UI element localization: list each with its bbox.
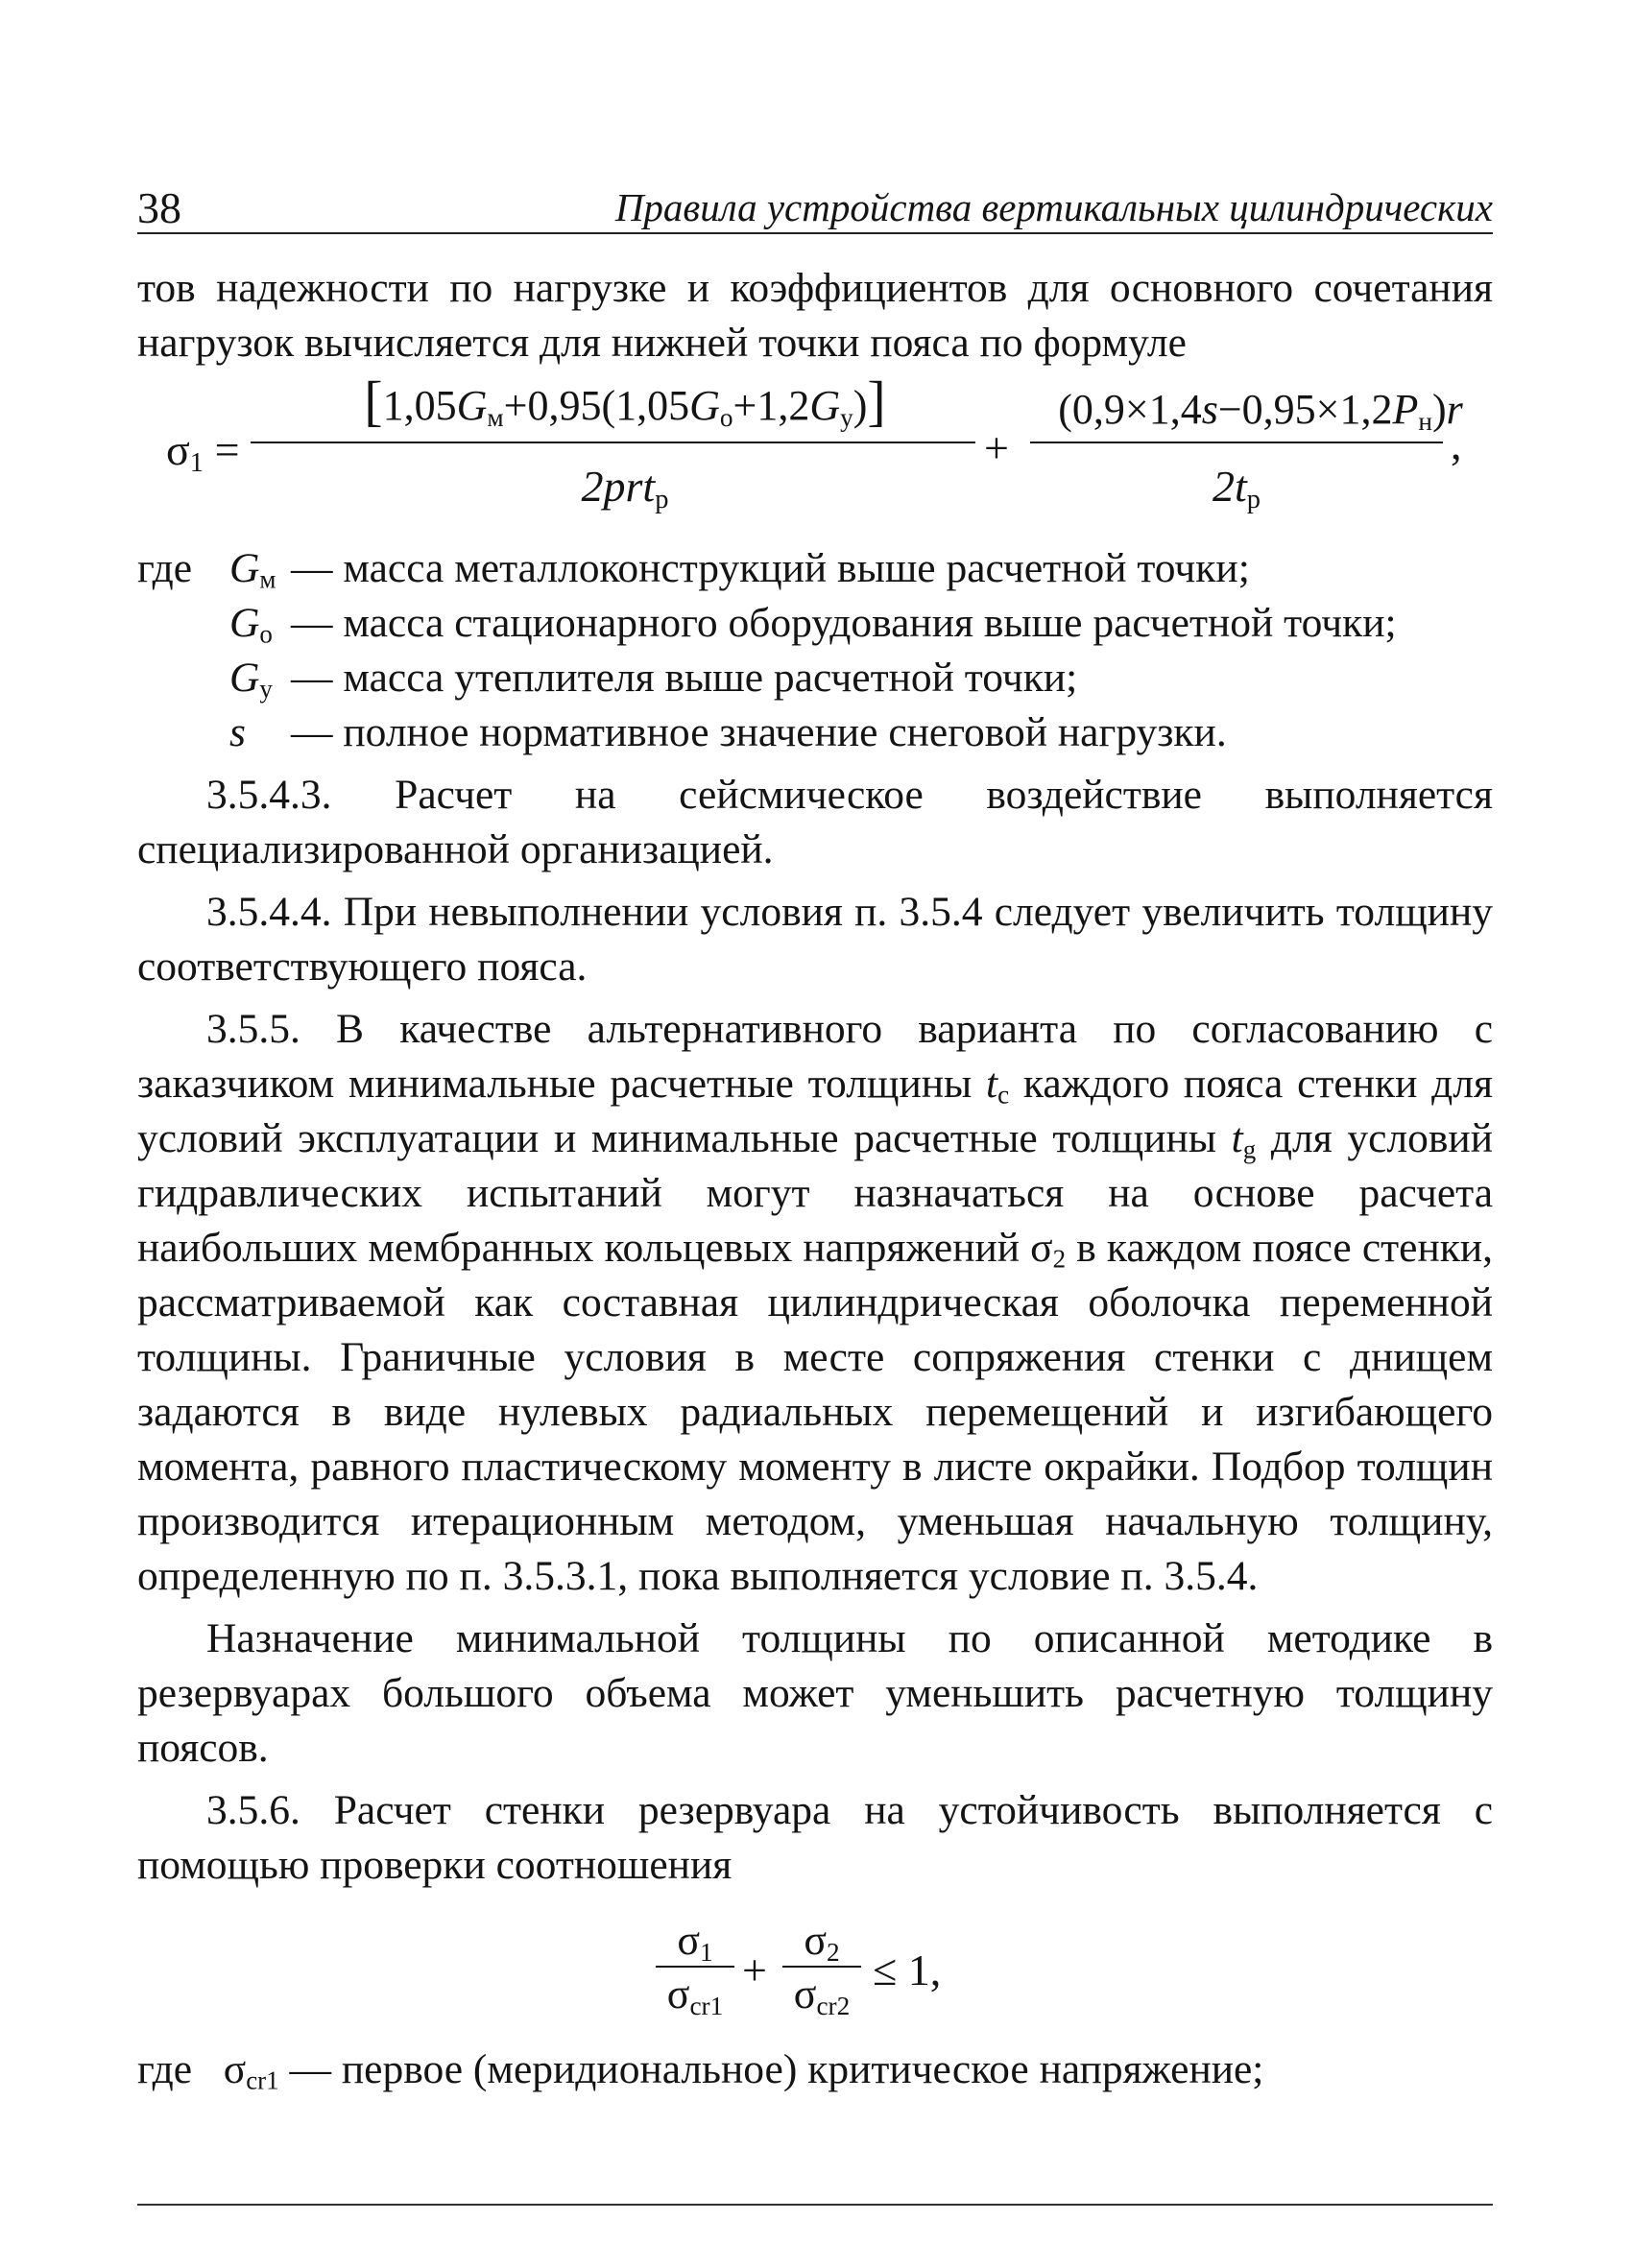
formula-plus: + (984, 423, 1009, 472)
fraction-bar-1 (251, 442, 975, 443)
page (137, 182, 1493, 2236)
paragraph-3-5-4-3: 3.5.4.3. Расчет на сейсмическое воздействие выполняется специализированной организацией. (137, 772, 1493, 872)
definition-text: — масса утеплителя выше расчетной точки; (291, 655, 1078, 701)
definition-sigma-cr1: где $\sigma_{cr1}$ — первое (меридиональное) критическое напряжение; (137, 2046, 1264, 2095)
definition-lead: где (137, 545, 193, 591)
definition-row (137, 651, 1493, 705)
definition-row (137, 596, 1493, 651)
symbol-definitions (137, 541, 1493, 760)
formula-numerator-1: $[1,05G_м+0,95(1,05G_о+1,2G_у)]$ (364, 370, 886, 432)
paragraph-naznachenie: Назначение минимальной толщины по описанной методике в резервуарах большого объема может уменьшить расчетную толщину поясов. (137, 1615, 1493, 1771)
paragraph-3-5-6: 3.5.6. Расчет стенки резервуара на устойчивость выполняется с помощью проверки соотношения (137, 1787, 1493, 1888)
definition-text: — масса металлоконструкций выше расчетной точки; (291, 545, 1250, 591)
definition-text: — масса стационарного оборудования выше расчетной точки; (291, 600, 1397, 646)
running-title: Правила устройства вертикальных цилиндрических (614, 185, 1493, 229)
formula-stability (137, 1893, 1493, 2042)
definition-text: — полное нормативное значение снеговой нагрузки. (291, 709, 1227, 755)
definition-symbol: $G_у$ (229, 655, 273, 704)
formula-rhs: ≤ 1, (873, 1946, 942, 1994)
fraction-bar-2 (1030, 442, 1443, 443)
formula-plus: + (742, 1946, 767, 1994)
paragraph-3-5-4-4: 3.5.4.4. При невыполнении условия п. 3.5.4 следует увеличить толщину соответствующего пояса. (137, 889, 1493, 990)
formula-lhs: $\sigma_1$ = (166, 425, 240, 479)
paragraph-3-5-5: 3.5.5. В качестве альтернативного варианта по согласованию с заказчиком минимальные расчетные толщины $t_c$ каждого пояса стенки для условий эксплуатации и минимальные расчетные толщины $t_g$ для условий гидравлических испытаний могут назначаться на основе расчета наибольших мембранных кольцевых напряжений $\sigma_2$ в каждом поясе стенки, рассматриваемой как составная цилиндрическая оболочка переменной толщины. Граничные условия в месте сопряжения стенки с днищем задаются в виде нулевых радиальных перемещений и изгибающего момента, равного пластическому моменту в листе окрайки. Подбор толщин производится итерационным методом, уменьшая начальную толщину, определенную по п. 3.5.3.1, пока выполняется условие п. 3.5.4. (137, 1006, 1494, 1599)
definition-symbol: $G_м$ (229, 545, 276, 594)
page-number: 38 (137, 183, 181, 232)
fraction-sigma2-over-cr2: $\sigma_2$ $\sigma_{cr2}$ (782, 1916, 861, 2021)
formula-denominator-2: $2t_р$ (1212, 462, 1261, 515)
formula-comma: , (1451, 419, 1462, 468)
footer-rule (137, 2204, 1493, 2206)
formula-numerator-2: $(0,9\times 1,4s-0,95\times 1,2P_н)r$ (1058, 386, 1463, 436)
formula-sigma1 (137, 370, 1493, 541)
intro-paragraph: тов надежности по нагрузке и коэффициентов для основного сочетания нагрузок вычисляется для нижней точки пояса по формуле (137, 265, 1493, 366)
definition-row (137, 705, 1493, 760)
page-body (137, 261, 1493, 2097)
definition-symbol: s (229, 709, 246, 755)
running-header (137, 182, 1493, 234)
definition-row (137, 541, 1493, 596)
formula-denominator-1: 2prt$_р$ (581, 462, 669, 515)
fraction-sigma1-over-cr1: $\sigma_1$ $\sigma_{cr1}$ (656, 1916, 734, 2021)
definition-symbol: $G_о$ (229, 600, 273, 649)
